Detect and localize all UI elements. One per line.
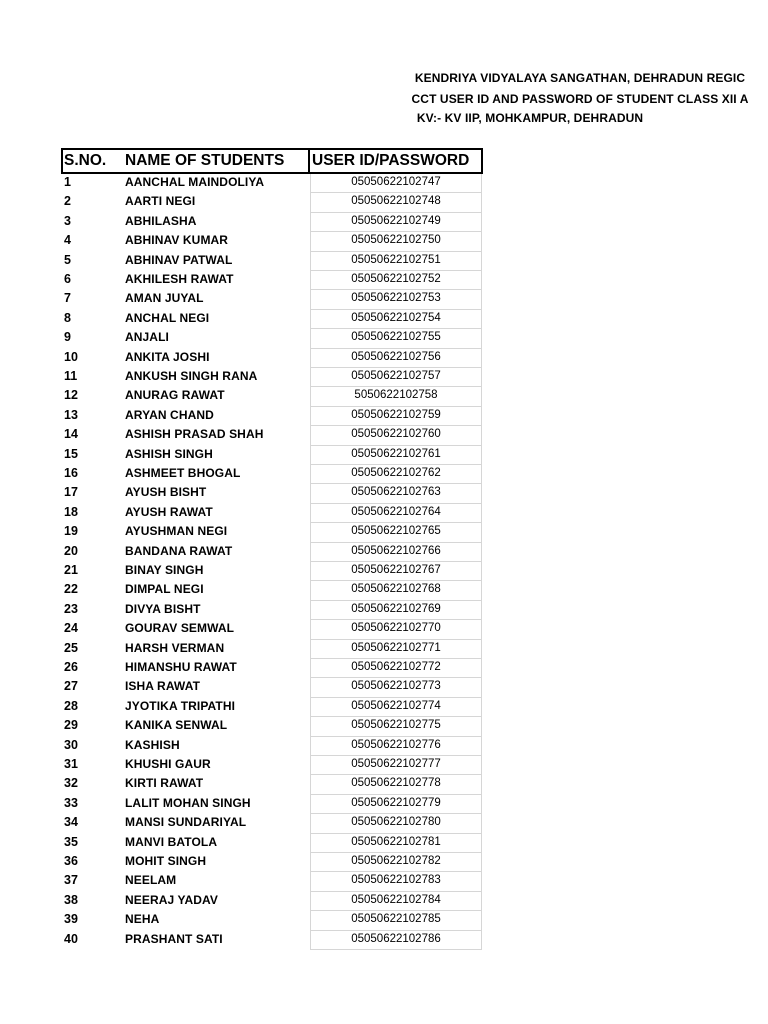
table-row <box>0 426 768 445</box>
cell-sno: 33 <box>64 795 78 810</box>
header-title <box>300 71 768 85</box>
cell-student-name: DIVYA BISHT <box>125 601 201 616</box>
table-row <box>0 271 768 290</box>
cell-student-name: ASHISH SINGH <box>125 446 213 461</box>
cell-student-name: DIMPAL NEGI <box>125 582 204 597</box>
table-row <box>0 290 768 309</box>
table-row <box>0 349 768 368</box>
cell-user-id: 05050622102776 <box>310 737 482 756</box>
cell-student-name: MOHIT SINGH <box>125 854 207 868</box>
cell-user-id: 05050622102771 <box>310 640 482 659</box>
table-row <box>0 640 768 659</box>
cell-student-name: ARYAN CHAND <box>125 407 214 422</box>
cell-user-id: 05050622102747 <box>310 174 482 193</box>
column-header-sno: S.NO. <box>64 152 107 169</box>
cell-sno: 5 <box>64 252 71 267</box>
cell-sno: 40 <box>64 931 78 946</box>
cell-student-name: KASHISH <box>125 737 180 752</box>
table-row <box>0 678 768 697</box>
cell-sno: 17 <box>64 485 78 500</box>
cell-student-name: ISHA RAWAT <box>125 679 200 694</box>
cell-sno: 27 <box>64 679 78 694</box>
table-row <box>0 775 768 794</box>
cell-student-name: MANSI SUNDARIYAL <box>125 815 247 830</box>
cell-student-name: AARTI NEGI <box>125 194 196 209</box>
cell-user-id: 05050622102763 <box>310 484 482 503</box>
table-row <box>0 310 768 329</box>
table-row <box>0 232 768 251</box>
cell-user-id: 05050622102782 <box>310 853 482 872</box>
cell-student-name: AYUSH RAWAT <box>125 504 213 519</box>
cell-student-name: AMAN JUYAL <box>125 291 204 306</box>
cell-sno: 24 <box>64 621 78 636</box>
table-row <box>0 252 768 271</box>
cell-user-id: 05050622102759 <box>310 407 482 426</box>
table-row <box>0 737 768 756</box>
cell-student-name: ANJALI <box>125 330 169 345</box>
table-row <box>0 872 768 891</box>
cell-sno: 22 <box>64 582 78 597</box>
cell-user-id: 05050622102769 <box>310 601 482 620</box>
cell-user-id: 05050622102780 <box>310 814 482 833</box>
cell-sno: 2 <box>64 194 71 209</box>
cell-student-name: NEHA <box>125 912 160 927</box>
cell-sno: 13 <box>64 407 78 422</box>
table-row <box>0 717 768 736</box>
cell-sno: 1 <box>64 175 71 189</box>
cell-sno: 39 <box>64 912 78 927</box>
cell-user-id: 05050622102774 <box>310 698 482 717</box>
cell-student-name: ABHINAV PATWAL <box>125 252 233 267</box>
cell-user-id: 5050622102758 <box>310 387 482 406</box>
cell-user-id: 05050622102773 <box>310 678 482 697</box>
cell-user-id: 05050622102777 <box>310 756 482 775</box>
cell-user-id: 05050622102786 <box>310 931 482 950</box>
cell-user-id: 05050622102762 <box>310 465 482 484</box>
table-row <box>0 193 768 212</box>
cell-user-id: 05050622102764 <box>310 504 482 523</box>
header-subtitle <box>300 92 768 106</box>
cell-student-name: ABHILASHA <box>125 213 197 228</box>
cell-student-name: PRASHANT SATI <box>125 931 223 946</box>
cell-student-name: ANKITA JOSHI <box>125 349 210 364</box>
cell-user-id: 05050622102778 <box>310 775 482 794</box>
cell-user-id: 05050622102781 <box>310 834 482 853</box>
cell-user-id: 05050622102761 <box>310 446 482 465</box>
cell-sno: 18 <box>64 504 78 519</box>
cell-student-name: ANKUSH SINGH RANA <box>125 369 258 383</box>
cell-student-name: ANURAG RAWAT <box>125 388 225 403</box>
cell-student-name: LALIT MOHAN SINGH <box>125 795 251 810</box>
cell-user-id: 05050622102770 <box>310 620 482 639</box>
table-row <box>0 911 768 930</box>
cell-user-id: 05050622102775 <box>310 717 482 736</box>
cell-student-name: KIRTI RAWAT <box>125 776 204 791</box>
cell-user-id: 05050622102785 <box>310 911 482 930</box>
table-row <box>0 329 768 348</box>
table-row <box>0 523 768 542</box>
table-row <box>0 387 768 406</box>
column-header-userid: USER ID/PASSWORD <box>312 152 470 169</box>
cell-sno: 26 <box>64 660 78 674</box>
cell-student-name: AKHILESH RAWAT <box>125 272 234 286</box>
cell-student-name: JYOTIKA TRIPATHI <box>125 698 236 713</box>
cell-sno: 36 <box>64 854 78 868</box>
header-school-text: KV:- KV IIP, MOHKAMPUR, DEHRADUN <box>416 111 644 125</box>
cell-sno: 11 <box>64 369 78 383</box>
cell-user-id: 05050622102760 <box>310 426 482 445</box>
cell-student-name: ABHINAV KUMAR <box>125 233 229 248</box>
cell-sno: 4 <box>64 233 71 248</box>
table-row <box>0 465 768 484</box>
cell-user-id: 05050622102755 <box>310 329 482 348</box>
cell-sno: 31 <box>64 757 78 771</box>
cell-user-id: 05050622102772 <box>310 659 482 678</box>
cell-sno: 23 <box>64 601 78 616</box>
cell-user-id: 05050622102756 <box>310 349 482 368</box>
cell-sno: 30 <box>64 737 78 752</box>
cell-student-name: HARSH VERMAN <box>125 640 225 655</box>
table-row <box>0 892 768 911</box>
cell-sno: 20 <box>64 543 78 558</box>
table-row <box>0 853 768 872</box>
cell-sno: 34 <box>64 815 78 830</box>
cell-user-id: 05050622102783 <box>310 872 482 891</box>
cell-sno: 35 <box>64 834 78 849</box>
cell-student-name: HIMANSHU RAWAT <box>125 660 237 674</box>
header-school <box>300 111 760 125</box>
cell-student-name: AANCHAL MAINDOLIYA <box>125 175 265 189</box>
table-row <box>0 698 768 717</box>
cell-sno: 14 <box>64 427 78 442</box>
cell-user-id: 05050622102748 <box>310 193 482 212</box>
table-row <box>0 446 768 465</box>
cell-user-id: 05050622102752 <box>310 271 482 290</box>
cell-user-id: 05050622102750 <box>310 232 482 251</box>
cell-sno: 28 <box>64 698 78 713</box>
cell-student-name: NEELAM <box>125 873 177 888</box>
cell-user-id: 05050622102749 <box>310 213 482 232</box>
cell-student-name: KANIKA SENWAL <box>125 718 228 733</box>
table-row <box>0 368 768 387</box>
table-row <box>0 834 768 853</box>
table-row <box>0 562 768 581</box>
cell-user-id: 05050622102784 <box>310 892 482 911</box>
table-row <box>0 407 768 426</box>
cell-sno: 15 <box>64 446 78 461</box>
cell-sno: 25 <box>64 640 78 655</box>
cell-student-name: ASHISH PRASAD SHAH <box>125 427 264 442</box>
table-header-divider <box>308 148 310 174</box>
table-row <box>0 213 768 232</box>
table-row <box>0 659 768 678</box>
cell-user-id: 05050622102767 <box>310 562 482 581</box>
cell-sno: 32 <box>64 776 78 791</box>
cell-student-name: BANDANA RAWAT <box>125 543 233 558</box>
column-header-name: NAME OF STUDENTS <box>125 152 285 169</box>
cell-sno: 38 <box>64 892 78 907</box>
cell-student-name: ANCHAL NEGI <box>125 310 210 325</box>
table-row <box>0 543 768 562</box>
cell-sno: 19 <box>64 524 78 539</box>
cell-sno: 16 <box>64 466 78 480</box>
cell-user-id: 05050622102765 <box>310 523 482 542</box>
cell-student-name: NEERAJ YADAV <box>125 892 219 907</box>
cell-user-id: 05050622102751 <box>310 252 482 271</box>
cell-sno: 8 <box>64 310 71 325</box>
cell-user-id: 05050622102757 <box>310 368 482 387</box>
cell-student-name: ASHMEET BHOGAL <box>125 466 241 480</box>
cell-sno: 37 <box>64 873 78 888</box>
table-row <box>0 756 768 775</box>
cell-student-name: KHUSHI GAUR <box>125 757 211 771</box>
cell-sno: 6 <box>64 272 71 286</box>
cell-student-name: GOURAV SEMWAL <box>125 621 235 636</box>
cell-user-id: 05050622102754 <box>310 310 482 329</box>
cell-sno: 3 <box>64 213 71 228</box>
cell-sno: 7 <box>64 291 71 306</box>
header-title-text: KENDRIYA VIDYALAYA SANGATHAN, DEHRADUN REGIC <box>414 71 746 85</box>
table-row <box>0 620 768 639</box>
table-row <box>0 581 768 600</box>
table-row <box>0 484 768 503</box>
cell-user-id: 05050622102768 <box>310 581 482 600</box>
cell-sno: 10 <box>64 349 78 364</box>
cell-sno: 12 <box>64 388 78 403</box>
cell-student-name: BINAY SINGH <box>125 563 204 577</box>
cell-sno: 21 <box>64 563 78 577</box>
cell-user-id: 05050622102766 <box>310 543 482 562</box>
table-row <box>0 795 768 814</box>
cell-sno: 29 <box>64 718 78 733</box>
cell-sno: 9 <box>64 330 71 345</box>
table-row <box>0 174 768 193</box>
header-subtitle-text: CCT USER ID AND PASSWORD OF STUDENT CLASS XII A <box>411 92 749 106</box>
table-row <box>0 814 768 833</box>
cell-student-name: MANVI BATOLA <box>125 834 218 849</box>
table-row <box>0 931 768 950</box>
cell-student-name: AYUSH BISHT <box>125 485 207 500</box>
table-row <box>0 504 768 523</box>
cell-user-id: 05050622102753 <box>310 290 482 309</box>
table-row <box>0 601 768 620</box>
cell-student-name: AYUSHMAN NEGI <box>125 524 228 539</box>
cell-user-id: 05050622102779 <box>310 795 482 814</box>
